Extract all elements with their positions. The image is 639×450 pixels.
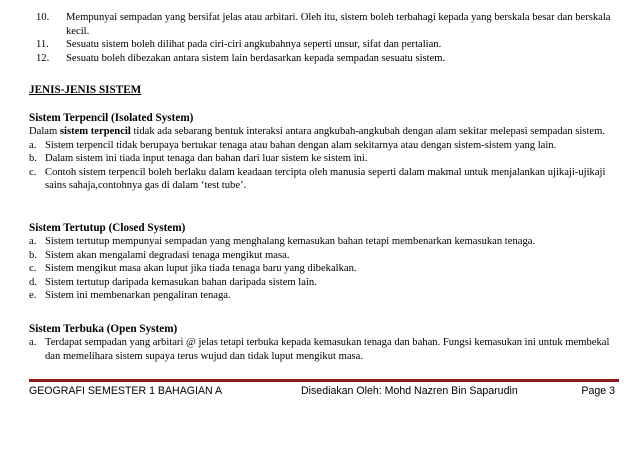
item-marker: e.: [29, 290, 37, 302]
list-item: [29, 276, 619, 290]
item-marker: a.: [29, 337, 37, 348]
item-marker: b.: [29, 153, 37, 165]
footer-page-number: Page 3: [581, 385, 615, 397]
list-item: [29, 152, 619, 166]
list-item: [36, 38, 616, 52]
item-text: Sistem tertutup mempunyai sempadan yang menghalang kemasukan bahan tetapi membenarkan kemasukan tenaga.: [45, 236, 536, 247]
item-text: Sistem terpencil tidak berupaya bertukar tenaga atau bahan dengan alam sekitarnya atau dengan sistem-sistem yang lain.: [45, 139, 557, 151]
numbered-list: [36, 11, 616, 65]
intro-rest: tidak ada sebarang bentuk interaksi antara angkubah-angkubah dengan alam sekitar melepasi sempadan sistem.: [130, 126, 605, 137]
item-number: 10.: [36, 12, 50, 23]
closed-system-section: [29, 221, 619, 303]
item-text: Sistem tertutup daripada kemasukan bahan daripada sistem lain.: [45, 276, 317, 288]
item-text: Sesuatu boleh dibezakan antara sistem lain berdasarkan kepada sempadan sesuatu sistem.: [66, 52, 446, 64]
item-text: Sistem mengikut masa akan luput jika tiada tenaga baru yang dibekalkan.: [45, 263, 357, 275]
list-item: [29, 249, 619, 263]
item-marker: b.: [29, 249, 37, 261]
list-item: [29, 289, 619, 303]
intro-prefix: Dalam: [29, 126, 60, 137]
item-marker: c.: [29, 263, 37, 275]
list-item: [29, 336, 619, 363]
item-marker: a.: [29, 236, 37, 247]
item-text: Contoh sistem terpencil boleh berlaku dalam keadaan tercipta oleh manusia seperti dalam makmal untuk menjalankan ujikaji-ujikaji sains sahaja,contohnya gas di dalam ‘test tube’.: [45, 166, 606, 192]
item-marker: c.: [29, 166, 37, 178]
list-item: [36, 11, 616, 38]
open-system-section: [29, 322, 619, 363]
item-number: 12.: [36, 52, 50, 64]
footer-divider: [29, 379, 619, 382]
item-text: Terdapat sempadan yang arbitari @ jelas tetapi terbuka kepada kemasukan tenaga dan bahan. Fungsi kemasukan ini untuk membekal dan memelihara sistem supaya terus wujud dan tidak luput mengikut masa.: [45, 337, 610, 362]
isolated-system-section: [29, 111, 619, 193]
item-number: 11.: [36, 39, 49, 51]
section-title: Sistem Tertutup (Closed System): [29, 222, 186, 234]
list-item: [29, 235, 619, 249]
section-title: Sistem Terbuka (Open System): [29, 323, 178, 335]
section-title: Sistem Terpencil (Isolated System): [29, 112, 194, 124]
item-marker: a.: [29, 139, 37, 151]
list-item: [29, 166, 619, 193]
item-text: Sistem akan mengalami degradasi tenaga mengikut masa.: [45, 249, 290, 261]
intro-bold-term: sistem terpencil: [59, 126, 131, 137]
footer-course-title: GEOGRAFI SEMESTER 1 BAHAGIAN A: [29, 385, 223, 397]
item-text: Sesuatu sistem boleh dilihat pada ciri-ciri angkubahnya seperti unsur, sifat dan pertalian.: [66, 39, 442, 51]
item-text: Sistem ini membenarkan pengaliran tenaga.: [45, 290, 231, 302]
main-heading: JENIS-JENIS SISTEM: [29, 84, 142, 96]
footer-author: Disediakan Oleh: Mohd Nazren Bin Saparudin: [301, 385, 518, 397]
item-marker: d.: [29, 276, 37, 288]
list-item: [36, 52, 616, 66]
section-intro: [29, 125, 619, 139]
item-text: Dalam sistem ini tiada input tenaga dan bahan dari luar sistem ke sistem ini.: [45, 153, 368, 165]
list-item: [29, 262, 619, 276]
item-text: Mempunyai sempadan yang bersifat jelas atau arbitari. Oleh itu, sistem boleh terbahagi kepada yang berskala besar dan berskala kecil.: [66, 12, 611, 37]
list-item: [29, 139, 619, 153]
